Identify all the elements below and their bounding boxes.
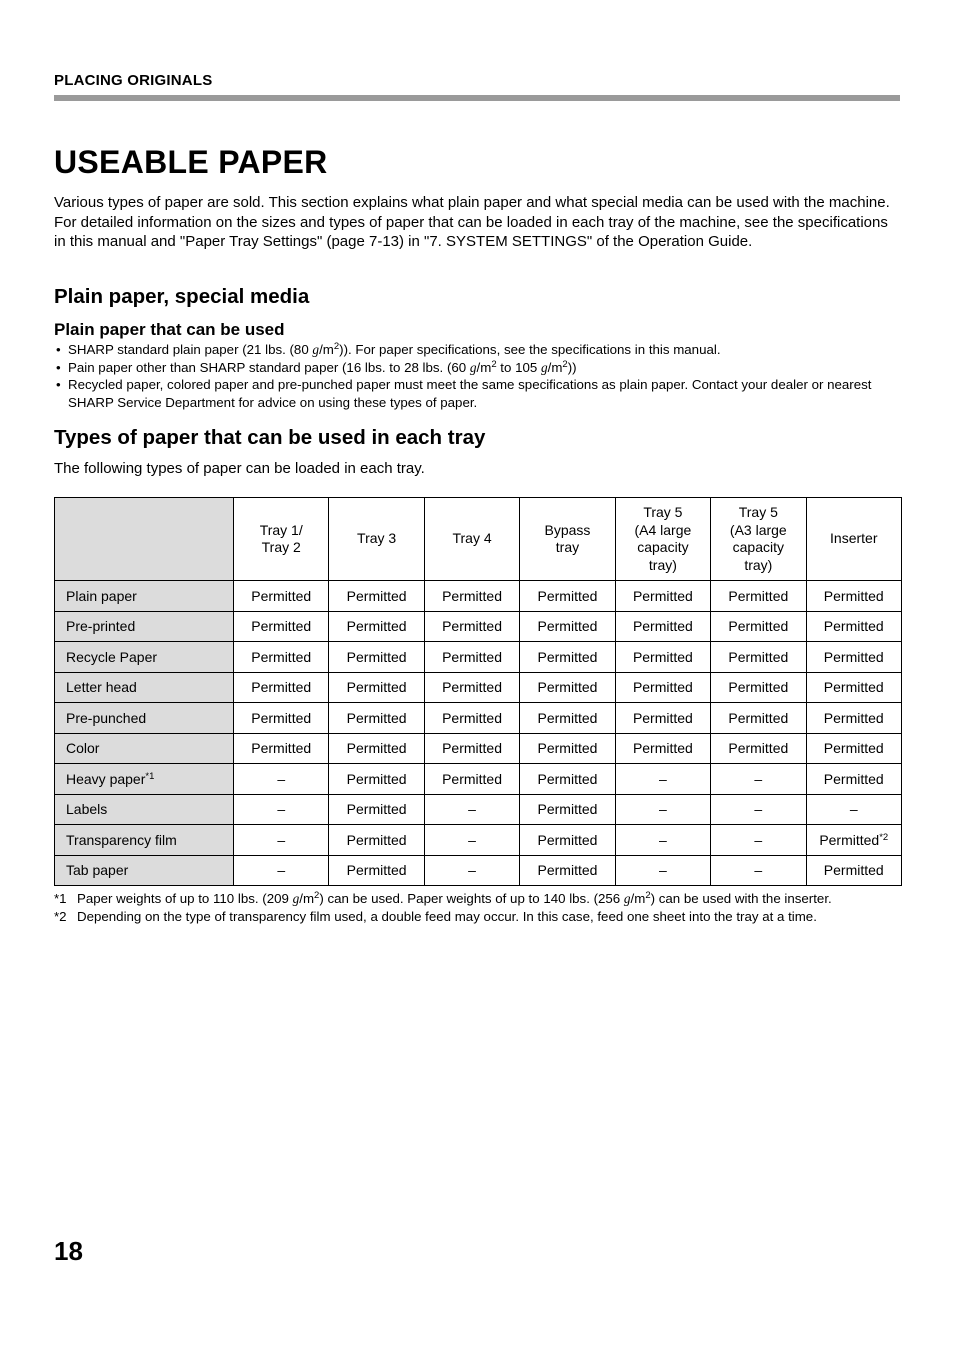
table-cell: – xyxy=(234,855,329,886)
table-row xyxy=(55,855,902,886)
table-row xyxy=(55,611,902,642)
plain-paper-bullets xyxy=(54,341,900,411)
table-cell: Permitted xyxy=(806,703,901,734)
row-label: Color xyxy=(55,733,234,764)
bullet-item: • Recycled paper, colored paper and pre-punched paper must meet the same specifications as plain paper. Contact your dealer or nearest SHARP Service Department for advice on using these types of paper. xyxy=(56,377,872,410)
row-label: Letter head xyxy=(55,672,234,703)
table-cell: Permitted xyxy=(520,703,615,734)
table-cell: Permitted xyxy=(711,611,806,642)
table-cell: Permitted xyxy=(424,764,519,795)
table-cell: Permitted xyxy=(424,642,519,673)
table-cell: Permitted xyxy=(424,611,519,642)
table-cell: – xyxy=(615,764,710,795)
table-cell: Permitted xyxy=(711,581,806,612)
row-label: Pre-punched xyxy=(55,703,234,734)
table-cell: Permitted xyxy=(329,703,424,734)
table-cell: – xyxy=(424,855,519,886)
footnote-2: *2 Depending on the type of transparency film used, a double feed may occur. In this case, feed one sheet into the tray at a time. xyxy=(54,909,817,924)
table-cell: Permitted xyxy=(520,611,615,642)
section-label: PLACING ORIGINALS xyxy=(54,72,213,89)
table-cell: Permitted xyxy=(615,703,710,734)
row-label: Recycle Paper xyxy=(55,642,234,673)
table-cell: Permitted xyxy=(615,581,710,612)
table-row xyxy=(55,764,902,795)
intro-paragraph: Various types of paper are sold. This section explains what plain paper and what special media can be used with the machine. For detailed information on the sizes and types of paper that can be loaded in each tray of the machine, see the specifications in this manual and "Paper Tray Settings" (page 7-13) in "7. SYSTEM SETTINGS" of the Operation Guide. xyxy=(54,194,890,250)
table-row xyxy=(55,794,902,825)
table-row xyxy=(55,642,902,673)
table-cell: Permitted xyxy=(711,642,806,673)
column-header: Inserter xyxy=(806,498,901,581)
paper-tray-table xyxy=(54,497,902,886)
footnote-mark: *2 xyxy=(54,909,67,924)
table-cell: Permitted xyxy=(520,825,615,856)
bullet-dot: • xyxy=(56,359,61,375)
column-header: Tray 3 xyxy=(329,498,424,581)
table-cell: Permitted xyxy=(806,764,901,795)
tray-types-lead: The following types of paper can be loaded in each tray. xyxy=(54,460,425,477)
table-cell: Permitted xyxy=(234,611,329,642)
table-header-row xyxy=(55,498,902,581)
table-cell: Permitted xyxy=(234,703,329,734)
table-row xyxy=(55,581,902,612)
table-cell: Permitted xyxy=(424,733,519,764)
table-cell: Permitted xyxy=(329,855,424,886)
bullet-item: • SHARP standard plain paper (21 lbs. (80 $g/m^2$)). For paper specifications, see the specifications in this manual. xyxy=(56,341,721,357)
tray-types-heading: Types of paper that can be used in each tray xyxy=(54,426,486,449)
table-cell: Permitted xyxy=(806,581,901,612)
table-cell: Permitted xyxy=(329,733,424,764)
table-cell: Permitted xyxy=(806,733,901,764)
table-cell: – xyxy=(711,825,806,856)
footnotes xyxy=(54,890,914,926)
table-cell: Permitted xyxy=(329,611,424,642)
column-header: Bypass tray xyxy=(520,498,615,581)
row-label: Heavy paper$^{*1}$ xyxy=(55,764,234,795)
table-cell: Permitted xyxy=(806,642,901,673)
bullet-dot: • xyxy=(56,342,61,357)
table-cell: – xyxy=(424,825,519,856)
bullet-dot: • xyxy=(56,377,61,392)
table-cell: Permitted xyxy=(520,733,615,764)
plain-paper-subheading: Plain paper that can be used xyxy=(54,320,285,339)
footnote-mark: *1 xyxy=(54,891,67,906)
table-cell: Permitted xyxy=(329,825,424,856)
table-cell: Permitted xyxy=(234,642,329,673)
row-label: Transparency film xyxy=(55,825,234,856)
table-cell: – xyxy=(234,764,329,795)
table-cell: Permitted xyxy=(234,581,329,612)
table-cell: – xyxy=(806,794,901,825)
table-cell: Permitted xyxy=(329,794,424,825)
footnote-1: *1 Paper weights of up to 110 lbs. (209 $g/m^2$) can be used. Paper weights of up to 140 lbs. (256 $g/m^2$) can be used with the inserter. xyxy=(54,890,832,906)
table-row xyxy=(55,672,902,703)
row-label: Plain paper xyxy=(55,581,234,612)
bullet-item: • Pain paper other than SHARP standard paper (16 lbs. to 28 lbs. (60 $g/m^2$ to 105 $g/m^2$)) xyxy=(56,358,577,375)
table-cell: Permitted xyxy=(711,733,806,764)
table-cell: Permitted xyxy=(520,855,615,886)
table-cell: Permitted xyxy=(520,642,615,673)
table-cell: Permitted xyxy=(520,764,615,795)
header-rule xyxy=(54,95,900,101)
table-row xyxy=(55,703,902,734)
table-cell: Permitted xyxy=(424,581,519,612)
table-cell: Permitted xyxy=(234,672,329,703)
row-label: Tab paper xyxy=(55,855,234,886)
table-cell: Permitted xyxy=(806,611,901,642)
table-cell: Permitted xyxy=(329,581,424,612)
column-header: Tray 1/ Tray 2 xyxy=(234,498,329,581)
table-cell: Permitted xyxy=(806,672,901,703)
table-cell: – xyxy=(615,855,710,886)
table-cell: Permitted xyxy=(424,703,519,734)
table-cell: Permitted xyxy=(615,733,710,764)
table-cell: Permitted xyxy=(615,642,710,673)
page-number: 18 xyxy=(54,1236,83,1266)
column-header: Tray 4 xyxy=(424,498,519,581)
plain-paper-heading: Plain paper, special media xyxy=(54,285,310,308)
table-cell: – xyxy=(615,794,710,825)
table-cell: Permitted xyxy=(329,642,424,673)
table-cell: – xyxy=(711,794,806,825)
table-cell: Permitted xyxy=(806,855,901,886)
column-header: Tray 5 (A4 large capacity tray) xyxy=(615,498,710,581)
row-label: Labels xyxy=(55,794,234,825)
table-row xyxy=(55,733,902,764)
page-title: USEABLE PAPER xyxy=(54,144,328,180)
table-cell: Permitted xyxy=(615,611,710,642)
table-cell: – xyxy=(234,794,329,825)
table-cell: – xyxy=(424,794,519,825)
table-cell: Permitted xyxy=(329,764,424,795)
table-cell: Permitted xyxy=(329,672,424,703)
table-cell: Permitted xyxy=(711,703,806,734)
table-cell: Permitted xyxy=(520,794,615,825)
table-cell: Permitted xyxy=(520,581,615,612)
table-cell: – xyxy=(711,764,806,795)
row-label: Pre-printed xyxy=(55,611,234,642)
table-cell: Permitted$^{*2}$ xyxy=(806,825,901,856)
table-cell: – xyxy=(711,855,806,886)
table-row xyxy=(55,825,902,856)
table-cell: – xyxy=(234,825,329,856)
table-corner-cell xyxy=(55,498,234,581)
table-cell: Permitted xyxy=(234,733,329,764)
table-cell: Permitted xyxy=(615,672,710,703)
column-header: Tray 5 (A3 large capacity tray) xyxy=(711,498,806,581)
table-cell: Permitted xyxy=(520,672,615,703)
table-cell: Permitted xyxy=(424,672,519,703)
table-cell: Permitted xyxy=(711,672,806,703)
table-cell: – xyxy=(615,825,710,856)
